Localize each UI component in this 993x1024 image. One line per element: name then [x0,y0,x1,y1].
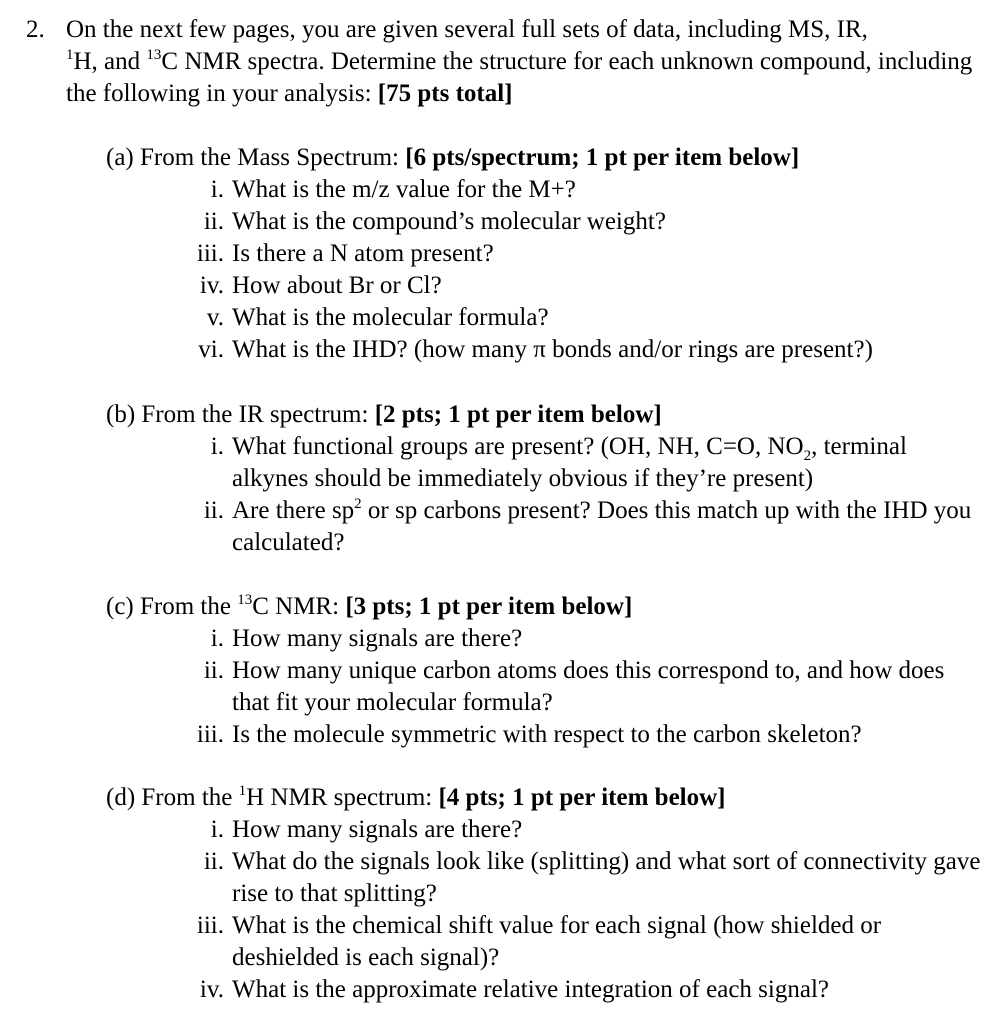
question-intro [66,14,976,110]
section-c-points: [3 pts; 1 pt per item below] [345,593,633,620]
section-d-points: [4 pts; 1 pt per item below] [438,784,726,811]
section-d-label: (d) From the [106,784,239,811]
section-b-ir-spectrum [106,399,986,559]
item-text: Are there sp [232,497,355,524]
item-number: vi. [198,336,224,363]
item-number: iii. [196,240,224,267]
item-text: Is there a N atom present? [232,240,494,267]
list-item [106,974,986,1006]
item-number: iii. [196,721,224,748]
item-number: iv. [199,272,224,299]
section-b-label: (b) From the IR spectrum: [106,401,375,428]
item-text-cont: , terminal alkynes should be immediately obvious if they’re present) [232,433,907,492]
list-item [106,206,986,238]
superscript-13: 13 [237,592,253,608]
section-d-label-cont: H NMR spectrum: [246,784,439,811]
section-b-points: [2 pts; 1 pt per item below] [374,401,662,428]
superscript-1: 1 [238,783,247,799]
item-text: What functional groups are present? (OH, NH, C=O, NO [232,433,804,460]
section-a-label: (a) From the Mass Spectrum: [106,144,406,171]
list-item [106,238,986,270]
section-c-label: (c) From the [106,593,238,620]
item-number: i. [210,625,224,652]
item-text-cont: or sp carbons present? Does this match up with the IHD you calculated? [232,497,972,556]
item-number: iv. [199,976,224,1003]
section-a-points: [6 pts/spectrum; 1 pt per item below] [405,144,800,171]
item-text: What is the molecular formula? [232,304,549,331]
item-text: Is the molecule symmetric with respect to the carbon skeleton? [232,721,862,748]
item-number: ii. [203,497,224,524]
item-text: What is the approximate relative integration of each signal? [232,976,829,1003]
section-d-heading [106,782,986,814]
item-text: How many signals are there? [232,625,523,652]
item-text: How about Br or Cl? [232,272,442,299]
item-number: i. [210,816,224,843]
item-text: What is the IHD? (how many π bonds and/or rings are present?) [232,336,873,363]
item-number: i. [210,176,224,203]
item-text: What is the compound’s molecular weight? [232,208,666,235]
list-item [106,495,986,559]
item-number: ii. [203,208,224,235]
item-number: v. [206,304,224,331]
list-item [106,270,986,302]
superscript-2: 2 [354,496,362,512]
section-c-heading [106,591,986,623]
section-b-heading [106,399,986,431]
item-text: How many signals are there? [232,816,523,843]
intro-superscript-13: 13 [146,47,162,63]
subscript-2: 2 [803,448,812,464]
intro-superscript-1: 1 [66,47,74,63]
question-number: 2. [26,16,45,43]
item-number: ii. [203,657,224,684]
item-text: How many unique carbon atoms does this correspond to, and how does that fit your molecular formula? [232,657,945,716]
list-item [106,174,986,206]
list-item [106,814,986,846]
item-text: What is the chemical shift value for each signal (how shielded or deshielded is each signal)? [232,912,882,971]
section-a-mass-spectrum [106,142,986,366]
section-a-heading [106,142,986,174]
list-item [106,431,986,495]
section-d-proton-nmr [106,782,986,1006]
list-item [106,302,986,334]
list-item [106,910,986,974]
section-c-carbon-nmr [106,591,986,751]
list-item [106,719,986,751]
list-item [106,623,986,655]
intro-text-1: On the next few pages, you are given several full sets of data, including MS, IR, [66,16,868,43]
item-text: What do the signals look like (splitting) and what sort of connectivity gave rise to that splitting? [232,848,981,907]
list-item [106,846,986,910]
list-item [106,655,986,719]
item-text: What is the m/z value for the M+? [232,176,576,203]
item-number: ii. [203,848,224,875]
item-number: i. [210,433,224,460]
item-number: iii. [196,912,224,939]
intro-text-2: H, and [73,48,147,75]
intro-points: [75 pts total] [377,80,513,107]
intro-text-3: C NMR spectra. Determine the structure for each unknown compound, including the following in your analysis: [66,48,973,107]
list-item [106,334,986,366]
section-c-label-cont: C NMR: [252,593,346,620]
